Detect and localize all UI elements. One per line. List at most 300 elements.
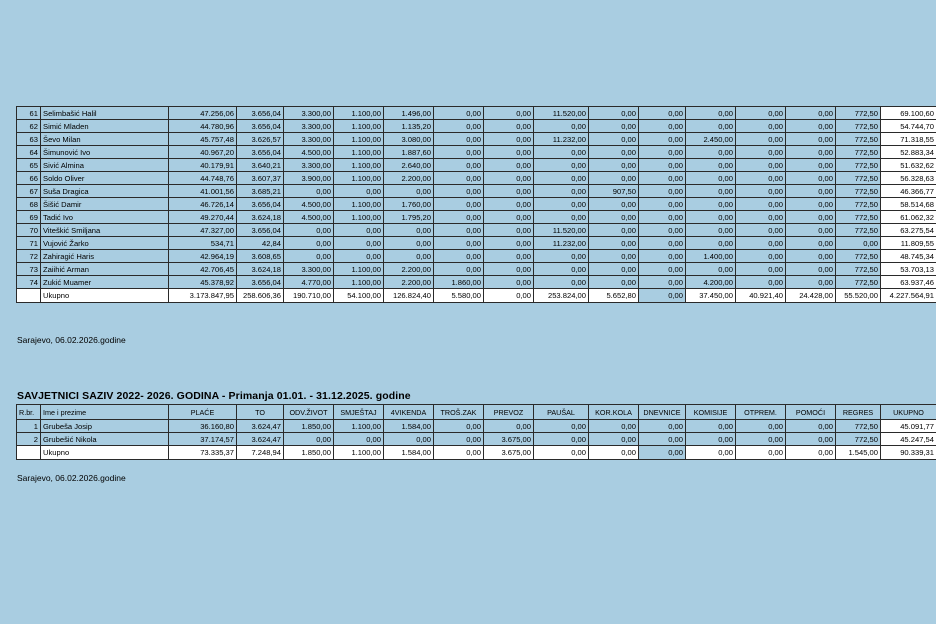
amount-cell: 0,00 bbox=[639, 250, 686, 263]
amount-cell: 0,00 bbox=[736, 276, 786, 289]
amount-cell: 2.640,00 bbox=[384, 159, 434, 172]
employee-payments-table bbox=[16, 106, 936, 303]
amount-cell: 0,00 bbox=[384, 237, 434, 250]
amount-cell: 61.062,32 bbox=[881, 211, 936, 224]
row-number-cell: 68 bbox=[17, 198, 41, 211]
amount-cell: 1.850,00 bbox=[284, 420, 334, 433]
amount-cell: 0,00 bbox=[384, 433, 434, 446]
amount-cell: 0,00 bbox=[786, 185, 836, 198]
column-header: UKUPNO bbox=[881, 405, 936, 420]
column-header: OTPREM. bbox=[736, 405, 786, 420]
amount-cell: 0,00 bbox=[334, 185, 384, 198]
amount-cell: 0,00 bbox=[484, 107, 534, 120]
column-header: TROŠ.ZAK bbox=[434, 405, 484, 420]
amount-cell: 11.520,00 bbox=[534, 107, 589, 120]
amount-cell: 40.921,40 bbox=[736, 289, 786, 303]
amount-cell: 0,00 bbox=[639, 198, 686, 211]
amount-cell: 0,00 bbox=[686, 433, 736, 446]
amount-cell: 0,00 bbox=[786, 133, 836, 146]
amount-cell: 0,00 bbox=[589, 107, 639, 120]
amount-cell: 0,00 bbox=[484, 237, 534, 250]
amount-cell: 0,00 bbox=[434, 172, 484, 185]
section-title: SAVJETNICI SAZIV 2022- 2026. GODINA - Primanja 01.01. - 31.12.2025. godine bbox=[17, 390, 411, 402]
amount-cell: 0,00 bbox=[736, 159, 786, 172]
amount-cell: 0,00 bbox=[786, 159, 836, 172]
amount-cell: 45.247,54 bbox=[881, 433, 936, 446]
row-number-cell bbox=[17, 446, 41, 460]
amount-cell: 45.091,77 bbox=[881, 420, 936, 433]
amount-cell: 42,84 bbox=[237, 237, 284, 250]
row-number-cell: 62 bbox=[17, 120, 41, 133]
amount-cell: 0,00 bbox=[534, 146, 589, 159]
row-number-cell: 74 bbox=[17, 276, 41, 289]
amount-cell: 73.335,37 bbox=[169, 446, 237, 460]
amount-cell: 0,00 bbox=[786, 433, 836, 446]
amount-cell: 0,00 bbox=[736, 185, 786, 198]
amount-cell: 0,00 bbox=[686, 120, 736, 133]
amount-cell: 3.626,57 bbox=[237, 133, 284, 146]
amount-cell: 0,00 bbox=[484, 172, 534, 185]
amount-cell: 0,00 bbox=[639, 146, 686, 159]
amount-cell: 4.200,00 bbox=[686, 276, 736, 289]
amount-cell: 0,00 bbox=[736, 446, 786, 460]
amount-cell: 772,50 bbox=[836, 185, 881, 198]
amount-cell: 1.100,00 bbox=[334, 198, 384, 211]
amount-cell: 907,50 bbox=[589, 185, 639, 198]
amount-cell: 1.100,00 bbox=[334, 263, 384, 276]
amount-cell: 0,00 bbox=[786, 250, 836, 263]
amount-cell: 3.656,04 bbox=[237, 107, 284, 120]
row-number-cell: 66 bbox=[17, 172, 41, 185]
amount-cell: 3.656,04 bbox=[237, 146, 284, 159]
amount-cell: 45.378,92 bbox=[169, 276, 237, 289]
amount-cell: 0,00 bbox=[589, 276, 639, 289]
amount-cell: 0,00 bbox=[534, 172, 589, 185]
table-row bbox=[17, 120, 936, 133]
row-number-cell: 64 bbox=[17, 146, 41, 159]
amount-cell: 1.100,00 bbox=[334, 420, 384, 433]
amount-cell: 772,50 bbox=[836, 276, 881, 289]
amount-cell: 0,00 bbox=[786, 276, 836, 289]
amount-cell: 47.256,06 bbox=[169, 107, 237, 120]
amount-cell: 0,00 bbox=[484, 224, 534, 237]
table-row bbox=[17, 211, 936, 224]
amount-cell: 0,00 bbox=[484, 250, 534, 263]
amount-cell: 772,50 bbox=[836, 433, 881, 446]
amount-cell: 0,00 bbox=[484, 276, 534, 289]
amount-cell: 0,00 bbox=[589, 263, 639, 276]
amount-cell: 42.964,19 bbox=[169, 250, 237, 263]
amount-cell: 46.726,14 bbox=[169, 198, 237, 211]
amount-cell: 3.900,00 bbox=[284, 172, 334, 185]
amount-cell: 69.100,60 bbox=[881, 107, 936, 120]
amount-cell: 0,00 bbox=[434, 185, 484, 198]
amount-cell: 7.248,94 bbox=[237, 446, 284, 460]
amount-cell: 0,00 bbox=[639, 185, 686, 198]
amount-cell: 0,00 bbox=[284, 250, 334, 263]
amount-cell: 0,00 bbox=[786, 224, 836, 237]
amount-cell: 3.300,00 bbox=[284, 133, 334, 146]
amount-cell: 0,00 bbox=[284, 185, 334, 198]
amount-cell: 0,00 bbox=[639, 446, 686, 460]
amount-cell: 0,00 bbox=[686, 211, 736, 224]
amount-cell: 0,00 bbox=[534, 120, 589, 133]
amount-cell: 1.760,00 bbox=[384, 198, 434, 211]
amount-cell: 46.366,77 bbox=[881, 185, 936, 198]
amount-cell: 0,00 bbox=[736, 263, 786, 276]
amount-cell: 0,00 bbox=[434, 198, 484, 211]
amount-cell: 0,00 bbox=[434, 263, 484, 276]
amount-cell: 3.608,65 bbox=[237, 250, 284, 263]
amount-cell: 0,00 bbox=[434, 120, 484, 133]
amount-cell: 3.173.847,95 bbox=[169, 289, 237, 303]
amount-cell: 0,00 bbox=[484, 198, 534, 211]
amount-cell: 0,00 bbox=[736, 120, 786, 133]
amount-cell: 0,00 bbox=[484, 146, 534, 159]
amount-cell: 3.675,00 bbox=[484, 446, 534, 460]
amount-cell: 534,71 bbox=[169, 237, 237, 250]
column-header: DNEVNICE bbox=[639, 405, 686, 420]
row-number-cell: 2 bbox=[17, 433, 41, 446]
amount-cell: 1.100,00 bbox=[334, 276, 384, 289]
amount-cell: 24.428,00 bbox=[786, 289, 836, 303]
amount-cell: 0,00 bbox=[639, 211, 686, 224]
column-header: TO bbox=[237, 405, 284, 420]
amount-cell: 0,00 bbox=[639, 159, 686, 172]
amount-cell: 1.545,00 bbox=[836, 446, 881, 460]
table-row bbox=[17, 198, 936, 211]
amount-cell: 1.795,20 bbox=[384, 211, 434, 224]
amount-cell: 126.824,40 bbox=[384, 289, 434, 303]
amount-cell: 0,00 bbox=[686, 198, 736, 211]
amount-cell: 3.300,00 bbox=[284, 107, 334, 120]
amount-cell: 0,00 bbox=[786, 146, 836, 159]
amount-cell: 0,00 bbox=[786, 237, 836, 250]
amount-cell: 0,00 bbox=[434, 433, 484, 446]
amount-cell: 3.624,47 bbox=[237, 420, 284, 433]
amount-cell: 44.780,96 bbox=[169, 120, 237, 133]
name-cell: Viteškić Smiljana bbox=[41, 224, 169, 237]
amount-cell: 71.318,55 bbox=[881, 133, 936, 146]
amount-cell: 0,00 bbox=[786, 107, 836, 120]
amount-cell: 0,00 bbox=[534, 263, 589, 276]
amount-cell: 3.624,18 bbox=[237, 211, 284, 224]
amount-cell: 1.850,00 bbox=[284, 446, 334, 460]
amount-cell: 0,00 bbox=[589, 159, 639, 172]
amount-cell: 0,00 bbox=[786, 446, 836, 460]
amount-cell: 772,50 bbox=[836, 107, 881, 120]
table-row bbox=[17, 172, 936, 185]
amount-cell: 0,00 bbox=[384, 185, 434, 198]
column-header: PLAĆE bbox=[169, 405, 237, 420]
name-cell: Ševo Milan bbox=[41, 133, 169, 146]
name-cell: Selimbašić Halil bbox=[41, 107, 169, 120]
amount-cell: 11.232,00 bbox=[534, 237, 589, 250]
table-row bbox=[17, 420, 936, 433]
amount-cell: 0,00 bbox=[434, 250, 484, 263]
amount-cell: 0,00 bbox=[534, 250, 589, 263]
amount-cell: 0,00 bbox=[589, 120, 639, 133]
amount-cell: 5.580,00 bbox=[434, 289, 484, 303]
amount-cell: 0,00 bbox=[686, 185, 736, 198]
amount-cell: 58.514,68 bbox=[881, 198, 936, 211]
amount-cell: 11.809,55 bbox=[881, 237, 936, 250]
amount-cell: 0,00 bbox=[639, 120, 686, 133]
amount-cell: 258.606,36 bbox=[237, 289, 284, 303]
amount-cell: 1.100,00 bbox=[334, 133, 384, 146]
table-row bbox=[17, 185, 936, 198]
amount-cell: 0,00 bbox=[434, 237, 484, 250]
amount-cell: 47.327,00 bbox=[169, 224, 237, 237]
row-number-cell: 67 bbox=[17, 185, 41, 198]
amount-cell: 772,50 bbox=[836, 250, 881, 263]
amount-cell: 54.744,70 bbox=[881, 120, 936, 133]
amount-cell: 3.640,21 bbox=[237, 159, 284, 172]
amount-cell: 0,00 bbox=[639, 237, 686, 250]
amount-cell: 0,00 bbox=[589, 237, 639, 250]
amount-cell: 0,00 bbox=[736, 433, 786, 446]
amount-cell: 0,00 bbox=[736, 133, 786, 146]
table-row bbox=[17, 237, 936, 250]
amount-cell: 0,00 bbox=[534, 420, 589, 433]
amount-cell: 0,00 bbox=[434, 107, 484, 120]
amount-cell: 0,00 bbox=[484, 133, 534, 146]
amount-cell: 0,00 bbox=[686, 159, 736, 172]
name-cell: Vujović Žarko bbox=[41, 237, 169, 250]
amount-cell: 0,00 bbox=[589, 146, 639, 159]
row-number-cell: 65 bbox=[17, 159, 41, 172]
amount-cell: 1.584,00 bbox=[384, 446, 434, 460]
amount-cell: 772,50 bbox=[836, 198, 881, 211]
column-header: REGRES bbox=[836, 405, 881, 420]
amount-cell: 1.135,20 bbox=[384, 120, 434, 133]
row-number-cell bbox=[17, 289, 41, 303]
name-cell: Tadić Ivo bbox=[41, 211, 169, 224]
amount-cell: 0,00 bbox=[639, 263, 686, 276]
amount-cell: 3.607,37 bbox=[237, 172, 284, 185]
amount-cell: 0,00 bbox=[484, 159, 534, 172]
amount-cell: 1.100,00 bbox=[334, 446, 384, 460]
amount-cell: 0,00 bbox=[686, 146, 736, 159]
amount-cell: 0,00 bbox=[786, 198, 836, 211]
name-cell: Sivić Almina bbox=[41, 159, 169, 172]
amount-cell: 0,00 bbox=[534, 276, 589, 289]
amount-cell: 1.100,00 bbox=[334, 107, 384, 120]
amount-cell: 1.100,00 bbox=[334, 159, 384, 172]
name-cell: Suša Dragica bbox=[41, 185, 169, 198]
amount-cell: 4.227.564,91 bbox=[881, 289, 936, 303]
amount-cell: 0,00 bbox=[786, 211, 836, 224]
amount-cell: 0,00 bbox=[434, 224, 484, 237]
amount-cell: 3.080,00 bbox=[384, 133, 434, 146]
amount-cell: 772,50 bbox=[836, 420, 881, 433]
amount-cell: 0,00 bbox=[384, 250, 434, 263]
table-row bbox=[17, 133, 936, 146]
amount-cell: 0,00 bbox=[686, 263, 736, 276]
amount-cell: 1.860,00 bbox=[434, 276, 484, 289]
amount-cell: 0,00 bbox=[639, 172, 686, 185]
amount-cell: 56.328,63 bbox=[881, 172, 936, 185]
header-row bbox=[17, 405, 936, 420]
amount-cell: 48.745,34 bbox=[881, 250, 936, 263]
amount-cell: 0,00 bbox=[686, 224, 736, 237]
amount-cell: 0,00 bbox=[434, 159, 484, 172]
amount-cell: 0,00 bbox=[736, 146, 786, 159]
amount-cell: 0,00 bbox=[589, 250, 639, 263]
table-row bbox=[17, 159, 936, 172]
amount-cell: 37.174,57 bbox=[169, 433, 237, 446]
name-cell: Simić Mladen bbox=[41, 120, 169, 133]
amount-cell: 0,00 bbox=[736, 224, 786, 237]
amount-cell: 1.100,00 bbox=[334, 172, 384, 185]
amount-cell: 3.300,00 bbox=[284, 159, 334, 172]
amount-cell: 2.200,00 bbox=[384, 172, 434, 185]
name-cell: Zahiragić Haris bbox=[41, 250, 169, 263]
amount-cell: 0,00 bbox=[284, 433, 334, 446]
amount-cell: 0,00 bbox=[736, 420, 786, 433]
amount-cell: 52.883,34 bbox=[881, 146, 936, 159]
amount-cell: 0,00 bbox=[334, 433, 384, 446]
amount-cell: 11.520,00 bbox=[534, 224, 589, 237]
amount-cell: 772,50 bbox=[836, 159, 881, 172]
amount-cell: 2.450,00 bbox=[686, 133, 736, 146]
amount-cell: 0,00 bbox=[334, 237, 384, 250]
amount-cell: 3.624,47 bbox=[237, 433, 284, 446]
amount-cell: 0,00 bbox=[639, 107, 686, 120]
name-cell: Soldo Oliver bbox=[41, 172, 169, 185]
amount-cell: 3.300,00 bbox=[284, 120, 334, 133]
row-number-cell: 61 bbox=[17, 107, 41, 120]
amount-cell: 1.400,00 bbox=[686, 250, 736, 263]
amount-cell: 0,00 bbox=[686, 172, 736, 185]
amount-cell: 0,00 bbox=[434, 211, 484, 224]
amount-cell: 772,50 bbox=[836, 224, 881, 237]
place-date-footnote: Sarajevo, 06.02.2026.godine bbox=[17, 335, 126, 345]
amount-cell: 0,00 bbox=[284, 224, 334, 237]
amount-cell: 0,00 bbox=[686, 446, 736, 460]
amount-cell: 4.500,00 bbox=[284, 146, 334, 159]
name-cell: Grubešić Nikola bbox=[41, 433, 169, 446]
amount-cell: 3.656,04 bbox=[237, 224, 284, 237]
amount-cell: 0,00 bbox=[484, 263, 534, 276]
amount-cell: 1.887,60 bbox=[384, 146, 434, 159]
amount-cell: 0,00 bbox=[686, 237, 736, 250]
place-date-footnote-2: Sarajevo, 06.02.2026.godine bbox=[17, 473, 126, 483]
amount-cell: 0,00 bbox=[589, 211, 639, 224]
amount-cell: 0,00 bbox=[639, 420, 686, 433]
amount-cell: 11.232,00 bbox=[534, 133, 589, 146]
amount-cell: 4.500,00 bbox=[284, 211, 334, 224]
amount-cell: 772,50 bbox=[836, 120, 881, 133]
amount-cell: 63.275,54 bbox=[881, 224, 936, 237]
amount-cell: 54.100,00 bbox=[334, 289, 384, 303]
column-header: PAUŠAL bbox=[534, 405, 589, 420]
amount-cell: 0,00 bbox=[589, 446, 639, 460]
amount-cell: 0,00 bbox=[484, 420, 534, 433]
amount-cell: 36.160,80 bbox=[169, 420, 237, 433]
row-number-cell: 72 bbox=[17, 250, 41, 263]
amount-cell: 0,00 bbox=[686, 107, 736, 120]
column-header: KOMISIJE bbox=[686, 405, 736, 420]
amount-cell: 3.685,21 bbox=[237, 185, 284, 198]
amount-cell: 3.656,04 bbox=[237, 276, 284, 289]
name-cell: Ukupno bbox=[41, 289, 169, 303]
amount-cell: 0,00 bbox=[589, 198, 639, 211]
amount-cell: 0,00 bbox=[736, 107, 786, 120]
name-cell: Ukupno bbox=[41, 446, 169, 460]
amount-cell: 0,00 bbox=[736, 250, 786, 263]
amount-cell: 49.270,44 bbox=[169, 211, 237, 224]
amount-cell: 0,00 bbox=[484, 289, 534, 303]
name-cell: Šišić Damir bbox=[41, 198, 169, 211]
table-row bbox=[17, 263, 936, 276]
amount-cell: 1.584,00 bbox=[384, 420, 434, 433]
amount-cell: 4.770,00 bbox=[284, 276, 334, 289]
amount-cell: 2.200,00 bbox=[384, 276, 434, 289]
column-header: KOR.KOLA bbox=[589, 405, 639, 420]
amount-cell: 0,00 bbox=[484, 211, 534, 224]
amount-cell: 0,00 bbox=[434, 420, 484, 433]
amount-cell: 2.200,00 bbox=[384, 263, 434, 276]
amount-cell: 0,00 bbox=[334, 250, 384, 263]
amount-cell: 0,00 bbox=[284, 237, 334, 250]
column-header: R.br. bbox=[17, 405, 41, 420]
amount-cell: 0,00 bbox=[589, 420, 639, 433]
amount-cell: 1.100,00 bbox=[334, 211, 384, 224]
amount-cell: 3.656,04 bbox=[237, 198, 284, 211]
amount-cell: 772,50 bbox=[836, 211, 881, 224]
amount-cell: 0,00 bbox=[736, 237, 786, 250]
amount-cell: 0,00 bbox=[589, 433, 639, 446]
amount-cell: 0,00 bbox=[686, 420, 736, 433]
amount-cell: 0,00 bbox=[334, 224, 384, 237]
amount-cell: 51.632,62 bbox=[881, 159, 936, 172]
amount-cell: 0,00 bbox=[534, 211, 589, 224]
amount-cell: 0,00 bbox=[736, 211, 786, 224]
total-row bbox=[17, 289, 936, 303]
amount-cell: 40.967,20 bbox=[169, 146, 237, 159]
amount-cell: 772,50 bbox=[836, 133, 881, 146]
amount-cell: 3.656,04 bbox=[237, 120, 284, 133]
advisors-payments-table bbox=[16, 404, 936, 460]
amount-cell: 0,00 bbox=[534, 198, 589, 211]
amount-cell: 45.757,48 bbox=[169, 133, 237, 146]
amount-cell: 0,00 bbox=[434, 133, 484, 146]
amount-cell: 1.100,00 bbox=[334, 120, 384, 133]
amount-cell: 0,00 bbox=[836, 237, 881, 250]
amount-cell: 190.710,00 bbox=[284, 289, 334, 303]
amount-cell: 41.001,56 bbox=[169, 185, 237, 198]
amount-cell: 40.179,91 bbox=[169, 159, 237, 172]
column-header: POMOĆI bbox=[786, 405, 836, 420]
name-cell: Grubeša Josip bbox=[41, 420, 169, 433]
amount-cell: 0,00 bbox=[589, 224, 639, 237]
amount-cell: 55.520,00 bbox=[836, 289, 881, 303]
row-number-cell: 63 bbox=[17, 133, 41, 146]
name-cell: Zukić Muamer bbox=[41, 276, 169, 289]
amount-cell: 3.675,00 bbox=[484, 433, 534, 446]
amount-cell: 772,50 bbox=[836, 146, 881, 159]
amount-cell: 0,00 bbox=[589, 133, 639, 146]
table-row bbox=[17, 146, 936, 159]
amount-cell: 0,00 bbox=[736, 172, 786, 185]
amount-cell: 0,00 bbox=[639, 289, 686, 303]
amount-cell: 1.100,00 bbox=[334, 146, 384, 159]
amount-cell: 772,50 bbox=[836, 172, 881, 185]
table-row bbox=[17, 276, 936, 289]
column-header: PREVOZ bbox=[484, 405, 534, 420]
row-number-cell: 73 bbox=[17, 263, 41, 276]
